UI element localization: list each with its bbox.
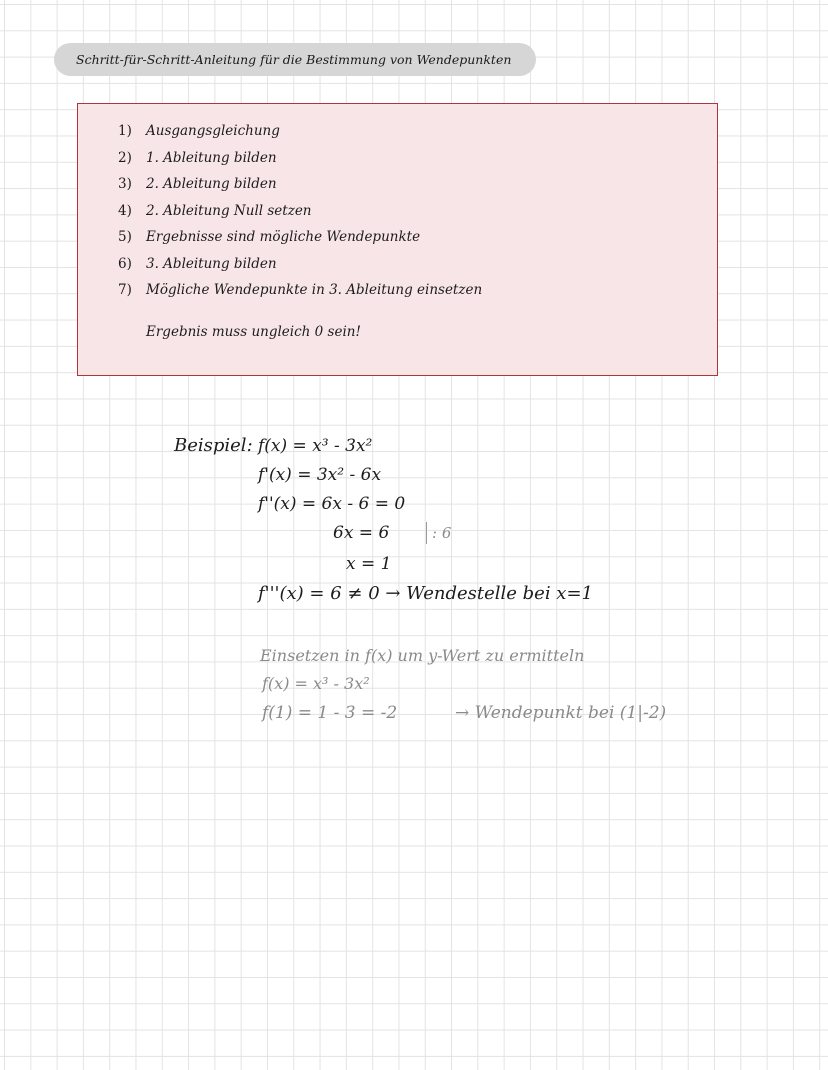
substitution-calc: f(1) = 1 - 3 = -2 — [262, 703, 398, 723]
example-label: Beispiel: — [174, 435, 253, 456]
inflection-point-result: → Wendepunkt bei (1|-2) — [455, 703, 667, 723]
second-derivative-zero: f''(x) = 6x - 6 = 0 — [258, 494, 406, 514]
substitution-function: f(x) = x³ - 3x² — [262, 674, 370, 693]
step-item — [118, 171, 482, 198]
step-item — [118, 118, 482, 145]
step-item — [118, 224, 482, 251]
step-number: 4) — [118, 202, 132, 219]
third-derivative-check: f'''(x) = 6 ≠ 0 → Wendestelle bei x=1 — [258, 583, 593, 604]
divide-bar — [426, 522, 427, 544]
step-item — [118, 251, 482, 278]
step-number: 7) — [118, 282, 132, 298]
divide-note: : 6 — [432, 524, 452, 542]
steps-note: Ergebnis muss ungleich 0 sein! — [146, 324, 361, 340]
x-solution: x = 1 — [346, 554, 392, 574]
step-number: 6) — [118, 255, 132, 272]
step-text: Ausgangsgleichung — [146, 123, 280, 139]
step-item — [118, 145, 482, 172]
function-equation: f(x) = x³ - 3x² — [258, 436, 373, 456]
step-text: Ergebnisse sind mögliche Wendepunkte — [146, 229, 421, 245]
substitution-heading: Einsetzen in f(x) um y-Wert zu ermitteln — [260, 646, 585, 665]
equation-step: 6x = 6 — [333, 523, 390, 543]
step-text: 2. Ableitung Null setzen — [146, 202, 312, 219]
first-derivative: f'(x) = 3x² - 6x — [258, 465, 382, 485]
step-text: 3. Ableitung bilden — [146, 255, 277, 272]
step-item — [118, 277, 482, 304]
step-number: 2) — [118, 149, 132, 166]
step-number: 3) — [118, 176, 132, 192]
page-title — [54, 43, 536, 76]
steps-box — [77, 103, 718, 376]
step-text: Mögliche Wendepunkte in 3. Ableitung einsetzen — [146, 282, 483, 298]
step-number: 5) — [118, 229, 132, 245]
steps-list — [118, 118, 482, 304]
step-number: 1) — [118, 123, 132, 139]
step-text: 1. Ableitung bilden — [146, 149, 277, 166]
page-title-text: Schritt-für-Schritt-Anleitung für die Bestimmung von Wendepunkten — [76, 52, 512, 67]
step-text: 2. Ableitung bilden — [146, 176, 277, 192]
step-item — [118, 198, 482, 225]
